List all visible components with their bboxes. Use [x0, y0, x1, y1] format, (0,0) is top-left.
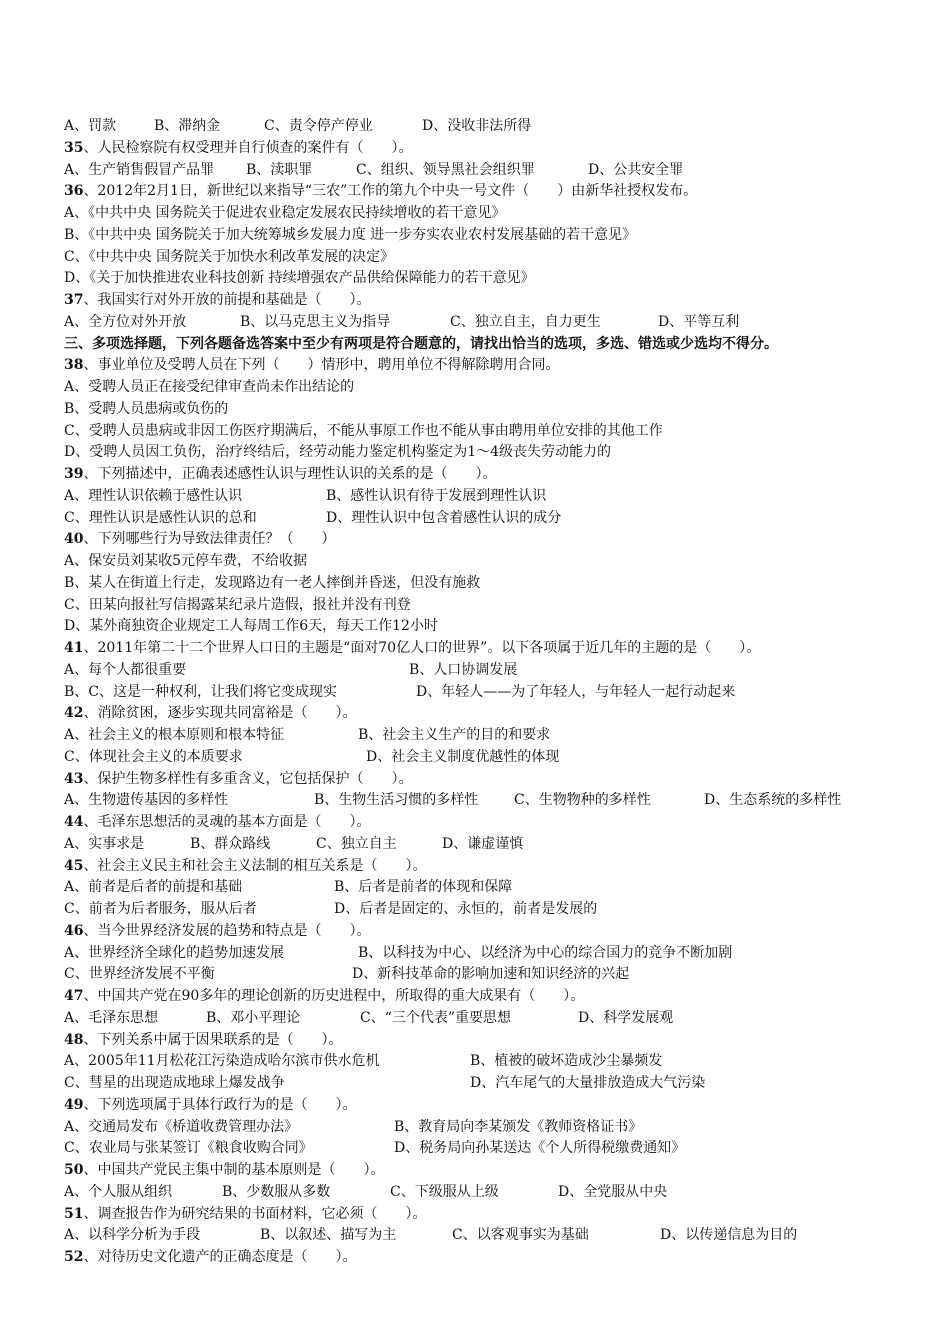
option-item: D、科学发展观	[578, 1009, 674, 1026]
options-row	[64, 682, 894, 704]
question-number: 44	[64, 814, 84, 830]
option-line: C、受聘人员患病或非因工伤医疗期满后，不能从事原工作也不能从事由聘用单位安排的其他工作	[64, 422, 663, 439]
question-text: 、保护生物多样性有多重含义，它包括保护（ ）。	[83, 770, 413, 787]
option-item: D、社会主义制度优越性的体现	[366, 748, 560, 765]
option-item: C、“三个代表”重要思想	[360, 1009, 512, 1026]
question-text: 、下列选项属于具体行政行为的是（ ）。	[83, 1096, 357, 1113]
option-line: A、受聘人员正在接受纪律审查尚未作出结论的	[64, 379, 355, 395]
question-number: 36	[64, 183, 84, 200]
option-item: D、谦虚谨慎	[442, 835, 524, 852]
question-text: 、下列关系中属于因果联系的是（ ）。	[83, 1031, 343, 1048]
option-item: C、下级服从上级	[390, 1183, 499, 1200]
option-item: A、理性认识依赖于感性认识	[64, 487, 243, 504]
option-item: B、社会主义生产的目的和要求	[358, 727, 551, 743]
option-item: C、独立自主，自力更生	[450, 313, 601, 330]
options-row	[64, 1225, 894, 1247]
option-item: A、个人服从组织	[64, 1183, 173, 1200]
option-item: B、人口协调发展	[409, 661, 518, 678]
option-item: D、新科技革命的影响加速和知识经济的兴起	[352, 966, 630, 983]
question-number: 42	[64, 705, 84, 722]
question-line	[64, 355, 894, 377]
section-heading: 三、多项选择题，下列各题备选答案中至少有两项是符合题意的，请找出恰当的选项，多选、错选或少选均不得分。	[64, 335, 778, 352]
question-number: 47	[64, 988, 84, 1004]
question-line	[64, 138, 894, 160]
option-item: A、全方位对外开放	[64, 313, 187, 330]
question-text: 、下列哪些行为导致法律责任？（ ）	[83, 531, 336, 548]
option-item: D、年轻人——为了年轻人，与年轻人一起行动起来	[416, 683, 736, 700]
option-item: A、交通局发布《桥道收费管理办法》	[64, 1118, 299, 1135]
option-item: D、生态系统的多样性	[704, 792, 842, 809]
question-line	[64, 529, 894, 551]
question-line	[64, 1095, 894, 1117]
option-item: B、以马克思主义为指导	[240, 313, 391, 330]
option-item: D、汽车尾气的大量排放造成大气污染	[470, 1075, 706, 1091]
option-item: B、以科技为中心、以经济为中心的综合国力的竞争不断加剧	[358, 944, 733, 961]
options-row	[64, 116, 894, 138]
option-line: D、某外商独资企业规定工人每周工作6天，每天工作12小时	[64, 618, 438, 635]
option-item: D、以传递信息为目的	[660, 1227, 798, 1244]
option-item: C、前者为后者服务，服从后者	[64, 901, 257, 917]
question-number: 39	[64, 466, 84, 482]
question-line	[64, 986, 894, 1008]
question-number: 46	[64, 922, 84, 939]
option-item: B、少数服从多数	[222, 1183, 331, 1200]
question-number: 38	[64, 357, 84, 374]
options-row	[64, 486, 894, 508]
options-row	[64, 1138, 894, 1160]
option-item: B、渎职罪	[246, 161, 313, 178]
option-item: B、C、这是一种权利，让我们将它变成现实	[64, 683, 337, 700]
option-item: D、理性认识中包含着感性认识的成分	[326, 509, 562, 526]
option-item: A、前者是后者的前提和基础	[64, 879, 243, 896]
option-item: B、生物生活习惯的多样性	[314, 792, 479, 809]
option-line: B、某人在街道上行走，发现路边有一老人摔倒并昏迷，但没有施救	[64, 574, 481, 591]
question-text: 、消除贫困，逐步实现共同富裕是（ ）。	[83, 705, 357, 722]
option-item: A、2005年11月松花江污染造成哈尔滨市供水危机	[64, 1053, 380, 1070]
options-row	[64, 1117, 894, 1139]
option-item: A、世界经济全球化的趋势加速发展	[64, 944, 285, 961]
option-item: C、责令停产停业	[264, 118, 373, 134]
options-row	[64, 834, 894, 856]
question-text: 、事业单位及受聘人员在下列（ ）情形中，聘用单位不得解除聘用合同。	[83, 357, 560, 374]
question-line	[64, 921, 894, 943]
question-text: 、当今世界经济发展的趋势和特点是（ ）。	[83, 922, 371, 939]
options-row	[64, 1182, 894, 1204]
options-row	[64, 964, 894, 986]
options-row	[64, 312, 894, 334]
question-number: 43	[64, 770, 84, 787]
option-line: B、《中共中央 国务院关于加大统筹城乡发展力度 进一步夯实农业农村发展基础的若干意见》	[64, 226, 637, 243]
option-item: C、彗星的出现造成地球上爆发战争	[64, 1075, 285, 1091]
option-line: D、《关于加快推进农业科技创新 持续增强农产品供给保障能力的若干意见》	[64, 270, 535, 287]
question-line	[64, 812, 894, 834]
option-item: D、税务局向孙某送达《个人所得税缴费通知》	[394, 1140, 686, 1157]
question-line	[64, 638, 894, 660]
options-row	[64, 1073, 894, 1095]
question-text: 、2011年第二十二个世界人口日的主题是“面对70亿人口的世界”。以下各项属于近几年的主题的是（ ）。	[83, 640, 761, 656]
option-item: D、没收非法所得	[422, 118, 532, 134]
question-number: 40	[64, 531, 84, 548]
option-item: C、农业局与张某签订《粮食收购合同》	[64, 1140, 313, 1157]
options-row	[64, 508, 894, 530]
question-number: 49	[64, 1096, 84, 1113]
question-number: 50	[64, 1162, 84, 1178]
question-line	[64, 856, 894, 878]
question-text: 、人民检察院有权受理并自行侦查的案件有（ ）。	[83, 139, 413, 156]
exam-page	[64, 116, 894, 1269]
option-item: C、世界经济发展不平衡	[64, 966, 215, 983]
option-line: D、受聘人员因工负伤，治疗终结后，经劳动能力鉴定机构鉴定为1～4级丧失劳动能力的	[64, 444, 612, 461]
question-number: 35	[64, 139, 84, 156]
option-item: B、教育局向李某颁发《教师资格证书》	[394, 1118, 643, 1135]
question-text: 、中国共产党在90多年的理论创新的历史进程中，所取得的重大成果有（ ）。	[83, 988, 585, 1004]
option-line: A、保安员刘某收5元停车费，不给收据	[64, 553, 308, 569]
option-item: B、以叙述、描写为主	[260, 1227, 397, 1244]
question-line	[64, 1204, 894, 1226]
option-item: C、组织、领导黑社会组织罪	[356, 161, 535, 178]
question-line	[64, 703, 894, 725]
option-line: C、《中共中央 国务院关于加快水利改革发展的决定》	[64, 248, 395, 265]
question-text: 、对待历史文化遗产的正确态度是（ ）。	[83, 1249, 357, 1265]
options-row	[64, 790, 894, 812]
option-item: A、以科学分析为手段	[64, 1227, 201, 1244]
question-line	[64, 1030, 894, 1052]
option-item: B、后者是前者的体现和保障	[334, 879, 513, 896]
options-row	[64, 1051, 894, 1073]
option-item: D、后者是固定的、永恒的，前者是发展的	[334, 901, 598, 917]
question-line	[64, 290, 894, 312]
options-row	[64, 747, 894, 769]
question-line	[64, 1247, 894, 1269]
option-line: A、《中共中央 国务院关于促进农业稳定发展农民持续增收的若干意见》	[64, 205, 506, 221]
option-item: A、生产销售假冒产品罪	[64, 161, 215, 178]
question-number: 41	[64, 640, 84, 656]
question-number: 52	[64, 1249, 84, 1265]
option-item: B、感性认识有待于发展到理性认识	[326, 487, 547, 504]
option-item: C、以客观事实为基础	[452, 1227, 589, 1244]
option-item: C、理性认识是感性认识的总和	[64, 509, 257, 526]
question-text: 、中国共产党民主集中制的基本原则是（ ）。	[83, 1162, 385, 1178]
option-item: A、每个人都很重要	[64, 661, 187, 678]
option-item: C、体现社会主义的本质要求	[64, 748, 243, 765]
options-row	[64, 943, 894, 965]
option-item: C、生物物种的多样性	[514, 792, 651, 809]
option-item: C、独立自主	[316, 835, 397, 852]
question-text: 、调查报告作为研究结果的书面材料，它必须（ ）。	[83, 1205, 427, 1222]
question-number: 37	[64, 292, 84, 308]
options-row	[64, 1008, 894, 1030]
option-item: A、实事求是	[64, 835, 145, 852]
option-item: A、生物遗传基因的多样性	[64, 792, 229, 809]
question-number: 48	[64, 1031, 84, 1048]
question-line	[64, 181, 894, 203]
option-item: D、全党服从中央	[558, 1183, 668, 1200]
option-item: D、公共安全罪	[588, 161, 684, 178]
option-line: C、田某向报社写信揭露某纪录片造假，报社并没有刊登	[64, 596, 411, 613]
option-item: B、滞纳金	[154, 118, 221, 134]
options-row	[64, 899, 894, 921]
question-line	[64, 1160, 894, 1182]
question-line	[64, 464, 894, 486]
question-text: 、下列描述中，正确表述感性认识与理性认识的关系的是（ ）。	[83, 466, 497, 482]
options-row	[64, 660, 894, 682]
question-text: 、社会主义民主和社会主义法制的相互关系是（ ）。	[83, 857, 427, 874]
question-number: 51	[64, 1205, 84, 1222]
option-item: B、植被的破坏造成沙尘暴频发	[470, 1053, 663, 1070]
options-row	[64, 160, 894, 182]
question-text: 、我国实行对外开放的前提和基础是（ ）。	[83, 292, 371, 308]
option-item: A、毛泽东思想	[64, 1009, 159, 1026]
question-text: 、毛泽东思想活的灵魂的基本方面是（ ）。	[83, 814, 371, 830]
question-text: 、2012年2月1日，新世纪以来指导“三农”工作的第九个中央一号文件（ ）由新华社授权发布。	[83, 183, 698, 200]
option-item: A、社会主义的根本原则和根本特征	[64, 727, 285, 743]
question-line	[64, 769, 894, 791]
option-item: A、罚款	[64, 118, 117, 134]
option-item: B、群众路线	[190, 835, 271, 852]
options-row	[64, 877, 894, 899]
option-item: B、邓小平理论	[206, 1009, 301, 1026]
question-number: 45	[64, 857, 84, 874]
options-row	[64, 725, 894, 747]
option-line: B、受聘人员患病或负伤的	[64, 400, 229, 417]
option-item: D、平等互利	[658, 313, 740, 330]
